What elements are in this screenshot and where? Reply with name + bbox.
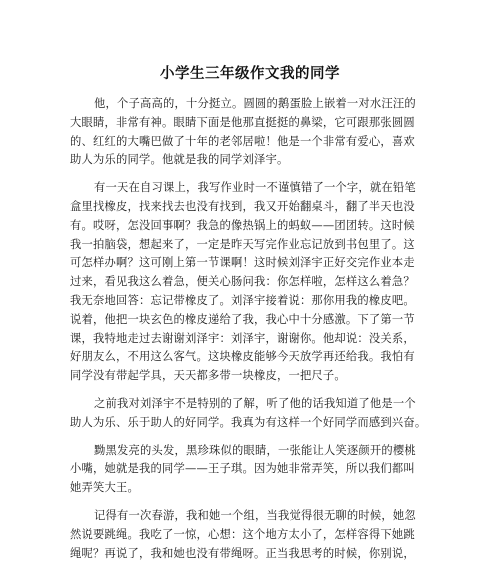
document-body — [70, 95, 442, 572]
paragraph-5 — [70, 507, 442, 563]
text-line: 说着，他把一块玄色的橡皮递给了我，我心中十分感激。下了第一节 — [70, 312, 415, 326]
text-line: 助人为乐、乐于助人的好同学。我真为有这样一个好同学而感到兴奋。 — [70, 415, 427, 429]
text-line: 她弄笑大王。 — [70, 481, 139, 495]
text-line: 课，我特地走过去谢谢刘泽宇：刘泽宇，谢谢你。他却说：没关系， — [70, 331, 415, 345]
text-line: 然说要跳绳。我吃了一惊，心想：这个地方太小了，怎样容得下她跳 — [70, 527, 415, 541]
text-line: 我一拍脑袋，想起来了，一定是昨天写完作业忘记放到书包里了。这 — [70, 237, 415, 251]
text-line: 过来，看见我这么着急，便关心肠问我：你怎样啦，怎样这么着急？ — [70, 275, 415, 289]
text-line: 盒里找橡皮，找来找去也没有找到，我又开始翻桌斗，翻了半天也没 — [70, 199, 415, 213]
text-line: 黝黑发亮的头发，黑珍珠似的眼睛，一张能让人笑逐颜开的樱桃 — [94, 443, 416, 457]
text-line: 有一天在自习课上，我写作业时一不谨慎错了一个字，就在铅笔 — [94, 181, 416, 195]
paragraph-4 — [70, 442, 442, 498]
text-line: 助人为乐的同学。他就是我的同学刘泽宇。 — [70, 153, 289, 167]
text-line: 他，个子高高的，十分挺立。圆圆的鹅蛋脸上嵌着一对水汪汪的 — [94, 97, 416, 110]
text-line: 小嘴，她就是我的同学——王子琪。因为她非常弄笑，所以我们都叫 — [70, 462, 415, 476]
text-line: 我无奈地回答：忘记带橡皮了。刘泽宇接着说：那你用我的橡皮吧。 — [70, 293, 415, 307]
text-line: 大眼睛，非常有神。眼睛下面是他那直挺挺的鼻梁，它可跟那张圆圆 — [70, 115, 415, 129]
text-line: 同学没有带起学具，天天都多带一块橡皮，一把尺子。 — [70, 369, 346, 383]
text-line: 有。哎呀，怎没回事啊？我急的像热锅上的蚂蚁——团团转。这时候 — [70, 218, 415, 232]
text-line: 的、红红的大嘴巴做了十年的老邻居啦！他是一个非常有爱心，喜欢 — [70, 134, 415, 148]
paragraph-3 — [70, 395, 442, 433]
text-line: 绳呢？再说了，我和她也没有带绳呀。正当我思考的时候，你别说， — [70, 546, 415, 560]
text-line: 记得有一次春游，我和她一个组，当我觉得很无聊的时候，她忽 — [94, 508, 416, 522]
text-line: 可怎样办啊？这可刚上第一节课啊！这时候刘泽宇正好交完作业本走 — [70, 256, 415, 270]
text-line: 好朋友么，不用这么客气。这块橡皮能够今天放学再还给我。我怕有 — [70, 350, 415, 364]
paragraph-2 — [70, 179, 442, 386]
document-title: 小学生三年级作文我的同学 — [160, 66, 340, 82]
text-line: 之前我对刘泽宇不是特别的了解，听了他的话我知道了他是一个 — [94, 396, 416, 410]
paragraph-1 — [70, 95, 442, 170]
